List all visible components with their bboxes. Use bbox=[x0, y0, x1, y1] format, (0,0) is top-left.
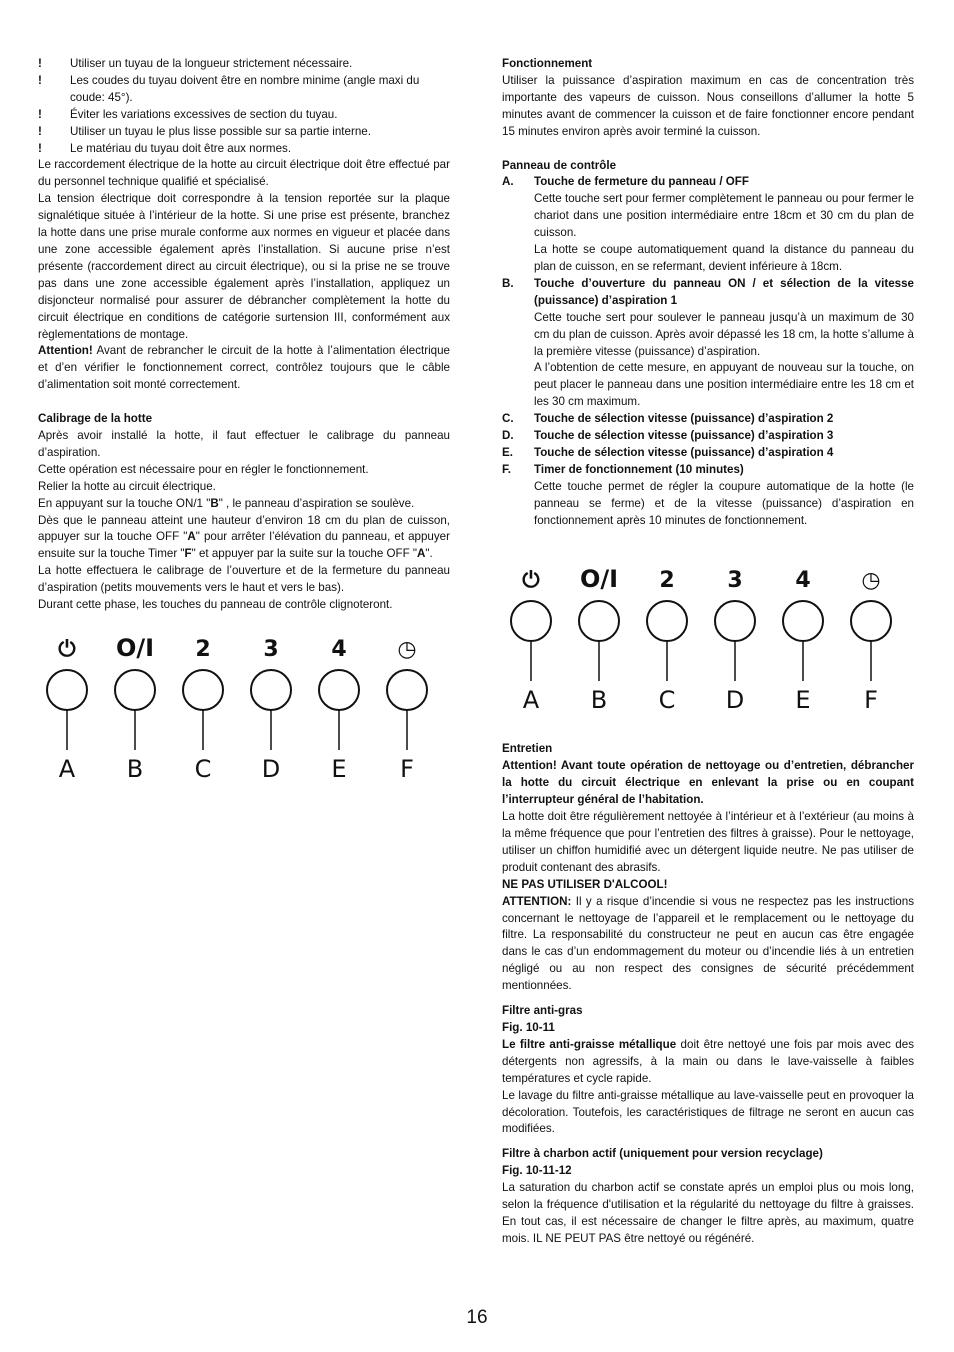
charcoal-filter-heading: Filtre à charbon actif (uniquement pour version recyclage) bbox=[502, 1147, 823, 1161]
control-key-b bbox=[579, 565, 619, 714]
control-key-letter: A. bbox=[502, 175, 514, 189]
key-symbol: ◷ bbox=[397, 637, 417, 662]
calib-key-b: B bbox=[210, 496, 219, 510]
control-key-description: A l’obtention de cette mesure, en appuyant de nouveau sur la touche, on peut placer le panneau dans une position intermédiaire entre les 18 cm et les 30 cm maximum. bbox=[534, 361, 914, 409]
control-key-letter: D. bbox=[502, 429, 514, 443]
maintenance-warning: Attention! Avant toute opération de nettoyage ou d’entretien, débrancher la hotte du circuit électrique en enlevant la prise ou en coupant l’interrupteur général de l’habitation. bbox=[502, 759, 914, 807]
key-letter-label: B bbox=[126, 755, 144, 783]
charcoal-filter-fig-ref: Fig. 10-11-12 bbox=[502, 1164, 572, 1178]
control-key-c bbox=[183, 637, 223, 783]
control-key-d bbox=[251, 637, 291, 783]
control-key-a bbox=[47, 637, 87, 783]
bullet-item bbox=[38, 107, 450, 124]
control-key-item bbox=[502, 276, 914, 411]
control-key-description: Cette touche sert pour soulever le panneau jusqu’à un maximum de 30 cm du plan de cuisson. Après avoir dépassé les 18 cm, la hotte s’allume à la première vitesse (puissance) d’aspiration. bbox=[534, 310, 914, 358]
calib-text: " , le panneau d’aspiration se soulève. bbox=[218, 496, 415, 510]
page-number: 16 bbox=[466, 1307, 488, 1328]
control-key-d bbox=[715, 568, 755, 714]
bullet-text: Les coudes du tuyau doivent être en nombre minime (angle maxi du coude: 45°). bbox=[70, 73, 420, 104]
control-panel-keys-list bbox=[502, 174, 914, 529]
control-key-letter: B. bbox=[502, 276, 514, 290]
grease-filter-bold: Le filtre anti-graisse métallique bbox=[502, 1037, 677, 1051]
left-column bbox=[38, 56, 450, 788]
control-key-title: Touche de sélection vitesse (puissance) d’aspiration 2 bbox=[534, 412, 834, 426]
control-key-item bbox=[502, 428, 914, 445]
grease-filter-heading: Filtre anti-gras bbox=[502, 1004, 583, 1018]
charcoal-filter-paragraph: La saturation du charbon actif se constate aprés un emploi plus ou mois long, selon la fréquence d'utilisation et la régularité du nettoyage du filtre à graisses. En tout cas, il est nécessaire de changer le filtre après, au maximum, quatre mois. IL NE PEUT PAS être nettoyé ou régénéré. bbox=[502, 1181, 914, 1245]
bullet-item bbox=[38, 124, 450, 141]
calib-key-a: A bbox=[187, 530, 196, 544]
key-symbol: O/I bbox=[579, 565, 619, 594]
maintenance-heading: Entretien bbox=[502, 742, 553, 756]
control-key-description: La hotte se coupe automatiquement quand la distance du panneau du plan de cuisson, en se refermant, devient inférieure à 18cm. bbox=[534, 243, 914, 273]
key-symbol: 4 bbox=[795, 568, 811, 594]
maintenance-paragraph: La hotte doit être régulièrement nettoyée à l’intérieur et à l’extérieur (au moins à la même fréquence que pour l’entretien des filtres à graisse). Pour le nettoyage, utiliser un chiffon humidifié avec un détergent liquide neutre. Ne pas utiliser de produit contenant des abrasifs. bbox=[502, 810, 914, 874]
key-letter-label: D bbox=[725, 686, 745, 715]
exclamation-icon: ! bbox=[38, 141, 42, 155]
attention-text: Avant de rebrancher le circuit de la hotte à l’alimentation électrique et d’en vérifier le fonctionnement correct, contrôlez toujours que le câble d’alimentation soit monté correctement. bbox=[38, 344, 450, 392]
key-button-circle bbox=[579, 601, 619, 641]
key-letter-label: A bbox=[522, 686, 540, 715]
key-button-circle bbox=[47, 670, 87, 710]
control-key-a bbox=[511, 568, 551, 714]
control-key-description: Cette touche permet de régler la coupure automatique de la hotte (le panneau se ferme) et de la vitesse (puissance) d’aspiration en fonctionnement après 10 minutes de fonctionnement. bbox=[534, 479, 914, 527]
control-key-b bbox=[115, 634, 155, 783]
calibration-paragraph-6: La hotte effectuera le calibrage de l’ouverture et de la fermeture du panneau d’aspiration (petits mouvements vers le haut et vers le bas). bbox=[38, 564, 450, 595]
calib-text: En appuyant sur la touche ON/1 " bbox=[38, 496, 211, 510]
control-key-description: Cette touche sert pour fermer complètement le panneau ou pour fermer le chariot dans une position intermédiaire entre 18cm et 30 cm du plan de cuisson. bbox=[534, 192, 914, 240]
calib-text: " et appuyer par la suite sur la touche OFF " bbox=[191, 547, 418, 561]
calibration-paragraph-5 bbox=[38, 513, 450, 564]
exclamation-icon: ! bbox=[38, 124, 42, 138]
key-symbol: 4 bbox=[331, 637, 347, 662]
control-key-f bbox=[851, 568, 891, 714]
bullet-text: Utiliser un tuyau le plus lisse possible sur sa partie interne. bbox=[70, 124, 371, 138]
control-key-letter: F. bbox=[502, 462, 512, 476]
key-letter-label: D bbox=[261, 755, 281, 783]
bullet-item bbox=[38, 141, 450, 158]
control-key-item bbox=[502, 445, 914, 462]
calib-text: Dès que le panneau atteint une hauteur d’environ 18 cm du plan de cuisson, appuyer sur la touche OFF " bbox=[38, 513, 450, 544]
key-symbol: 3 bbox=[727, 568, 743, 594]
key-letter-label: E bbox=[331, 755, 347, 783]
key-button-circle bbox=[647, 601, 687, 641]
control-key-item bbox=[502, 174, 914, 275]
control-panel-heading: Panneau de contrôle bbox=[502, 158, 617, 172]
key-letter-label: F bbox=[864, 686, 878, 715]
key-letter-label: F bbox=[400, 755, 414, 783]
control-key-title: Timer de fonctionnement (10 minutes) bbox=[534, 462, 744, 476]
key-button-circle bbox=[511, 601, 551, 641]
grease-filter-paragraph bbox=[502, 1037, 914, 1088]
bullet-item bbox=[38, 56, 450, 73]
control-panel-diagram bbox=[38, 628, 450, 788]
key-symbol: ⏻ bbox=[58, 637, 76, 662]
exclamation-icon: ! bbox=[38, 57, 42, 70]
control-key-e bbox=[783, 568, 823, 714]
key-letter-label: E bbox=[795, 686, 811, 715]
key-symbol: O/I bbox=[115, 634, 155, 662]
control-key-title: Touche de sélection vitesse (puissance) d’aspiration 4 bbox=[534, 445, 834, 459]
key-button-circle bbox=[251, 670, 291, 710]
key-button-circle bbox=[851, 601, 891, 641]
calib-key-a: A bbox=[417, 547, 426, 561]
key-symbol: 3 bbox=[263, 637, 279, 662]
calibration-paragraph-2: Cette opération est nécessaire pour en régler le fonctionnement. bbox=[38, 462, 369, 476]
pipe-guidelines-list bbox=[38, 56, 450, 157]
fire-risk-text: Il y a risque d’incendie si vous ne respectez pas les instructions concernant le nettoyage de l’appareil et le remplacement ou le nettoyage du filtre. La responsabilité du constructeur ne peut en aucun cas être engagée dans le cas d’un endommagement du moteur ou d’incendie liés à un entretien négligé ou au non respect des consignes de sécurité précédemment mentionnées. bbox=[502, 894, 914, 993]
calibration-heading: Calibrage de la hotte bbox=[38, 412, 153, 426]
fire-risk-paragraph bbox=[502, 894, 914, 995]
control-key-c bbox=[647, 568, 687, 714]
grease-filter-text: doit être nettoyé une fois par mois avec des détergents non agressifs, à la main ou dans le lave-vaisselle à faibles températures et cycle rapide. bbox=[502, 1037, 914, 1085]
control-panel-diagram bbox=[502, 559, 914, 719]
key-button-circle bbox=[115, 670, 155, 710]
control-key-letter: C. bbox=[502, 412, 514, 426]
right-column bbox=[502, 56, 914, 1248]
operation-heading: Fonctionnement bbox=[502, 57, 593, 70]
no-alcohol-warning: NE PAS UTILISER D'ALCOOL! bbox=[502, 877, 668, 891]
control-key-letter: E. bbox=[502, 445, 513, 459]
control-key-title: Touche d’ouverture du panneau ON / et sélection de la vitesse (puissance) d’aspiration 1 bbox=[534, 276, 914, 307]
bullet-text: Le matériau du tuyau doit être aux normes. bbox=[70, 141, 292, 155]
fire-risk-label: ATTENTION: bbox=[502, 894, 572, 908]
exclamation-icon: ! bbox=[38, 73, 42, 87]
control-key-item bbox=[502, 462, 914, 530]
key-symbol: ⏻ bbox=[522, 568, 540, 594]
bullet-text: Utiliser un tuyau de la longueur strictement nécessaire. bbox=[70, 57, 353, 70]
exclamation-icon: ! bbox=[38, 107, 42, 121]
calib-text: ". bbox=[425, 547, 433, 561]
grease-filter-paragraph-2: Le lavage du filtre anti-graisse métallique au lave-vaisselle peut en provoquer la décoloration. Toutefois, les caractéristiques de filtrage ne seront en aucun cas modifiées. bbox=[502, 1088, 914, 1136]
key-letter-label: A bbox=[58, 755, 76, 783]
grease-filter-fig-ref: Fig. 10-11 bbox=[502, 1020, 555, 1034]
key-button-circle bbox=[319, 670, 359, 710]
calib-key-f: F bbox=[184, 547, 192, 561]
calibration-paragraph-4 bbox=[38, 496, 450, 513]
calibration-paragraph-1: Après avoir installé la hotte, il faut effectuer le calibrage du panneau d’aspiration. bbox=[38, 429, 450, 459]
control-key-f bbox=[387, 637, 427, 783]
key-letter-label: B bbox=[590, 686, 608, 715]
key-button-circle bbox=[783, 601, 823, 641]
attention-label: Attention! bbox=[38, 344, 93, 358]
calib-text: " pour arrêter l’élévation du panneau, et appuyer ensuite sur la touche Timer " bbox=[38, 530, 450, 561]
key-button-circle bbox=[715, 601, 755, 641]
key-symbol: 2 bbox=[195, 637, 211, 662]
operation-paragraph: Utiliser la puissance d’aspiration maximum en cas de concentration très importante des vapeurs de cuisson. Nous conseillons d’allumer la hotte 5 minutes avant de commencer la cuisson et de faire fonctionner encore pendant 15 minutes environ après avoir terminé la cuisson. bbox=[502, 73, 914, 138]
control-key-title: Touche de fermeture du panneau / OFF bbox=[534, 175, 749, 189]
bullet-text: Éviter les variations excessives de section du tuyau. bbox=[70, 107, 338, 121]
electrical-connection-paragraph: Le raccordement électrique de la hotte au circuit électrique doit être effectué par du personnel technique qualifié et spécialisé. bbox=[38, 158, 450, 189]
calibration-paragraph-3: Relier la hotte au circuit électrique. bbox=[38, 479, 216, 493]
key-button-circle bbox=[183, 670, 223, 710]
voltage-paragraph: La tension électrique doit correspondre à la tension reportée sur la plaque signalétique située à l’intérieur de la hotte. Si une prise est présente, branchez la hotte dans une prise murale conforme aux normes en vigueur et placée dans une zone accessible également après l’installation. Si aucune prise n’est présente (raccordement direct au circuit électrique), ou si la prise ne se trouve pas dans une zone accessible également après l’installation, appliquez un disjoncteur normalisé pour assurer de débrancher complètement la hotte du circuit électrique en conditions de catégorie surtension III, conformément aux règlementations de montage. bbox=[38, 192, 450, 341]
key-button-circle bbox=[387, 670, 427, 710]
control-key-title: Touche de sélection vitesse (puissance) d’aspiration 3 bbox=[534, 429, 834, 443]
key-letter-label: C bbox=[658, 686, 676, 715]
attention-paragraph bbox=[38, 343, 450, 394]
key-symbol: ◷ bbox=[861, 568, 881, 594]
key-letter-label: C bbox=[194, 755, 212, 783]
key-symbol: 2 bbox=[659, 568, 675, 594]
control-key-e bbox=[319, 637, 359, 783]
bullet-item bbox=[38, 73, 450, 107]
control-key-item bbox=[502, 411, 914, 428]
calibration-paragraph-7: Durant cette phase, les touches du panneau de contrôle clignoteront. bbox=[38, 598, 393, 612]
